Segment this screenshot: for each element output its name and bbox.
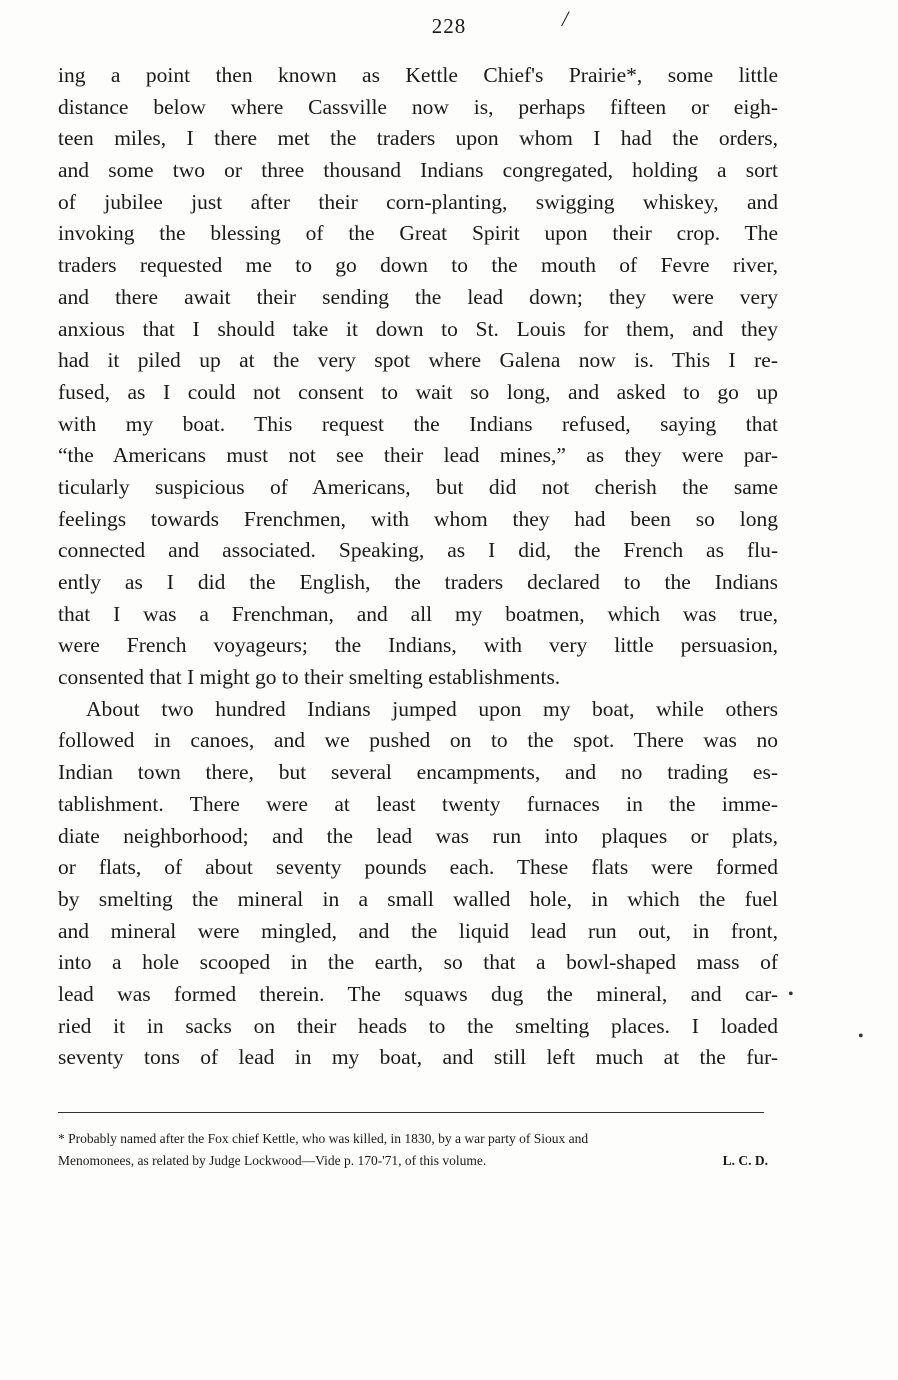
text-line: traders requested me to go down to the mouth of Fevre river, [58, 253, 778, 278]
pencil-mark: / [562, 6, 569, 31]
text-line: lead was formed therein. The squaws dug the mineral, and car- [58, 981, 778, 1006]
text-line: followed in canoes, and we pushed on to the spot. There was no [58, 728, 778, 753]
text-line: into a hole scooped in the earth, so that a bowl-shaped mass of [58, 950, 778, 975]
text-line: connected and associated. Speaking, as I did, the French as flu- [58, 538, 778, 563]
text-line: ing a point then known as Kettle Chief's Prairie*, some little [58, 63, 778, 87]
text-line: “the Americans must not see their lead mines,” as they were par- [58, 443, 778, 468]
text-line: were French voyageurs; the Indians, with very little persuasion, [58, 633, 778, 658]
text-line: About two hundred Indians jumped upon my boat, while others [86, 696, 778, 721]
footnote-rule [58, 1112, 764, 1113]
footnote [58, 1128, 768, 1172]
text-line: distance below where Cassville now is, perhaps fifteen or eigh- [58, 94, 778, 119]
text-line: that I was a Frenchman, and all my boatmen, which was true, [58, 601, 778, 626]
text-line: ticularly suspicious of Americans, but did not cherish the same [58, 474, 778, 499]
text-line: fused, as I could not consent to wait so long, and asked to go up [58, 379, 778, 404]
text-line: teen miles, I there met the traders upon whom I had the orders, [58, 126, 778, 151]
text-line: seventy tons of lead in my boat, and still left much at the fur- [58, 1045, 778, 1070]
text-line: and mineral were mingled, and the liquid lead run out, in front, [58, 918, 778, 943]
text-line: anxious that I should take it down to St. Louis for them, and they [58, 316, 778, 341]
text-line: with my boat. This request the Indians refused, saying that [58, 411, 778, 436]
text-line: ently as I did the English, the traders declared to the Indians [58, 570, 778, 594]
page-number: 228 [431, 14, 467, 38]
text-line: ried it in sacks on their heads to the smelting places. I loaded [58, 1013, 778, 1038]
footnote-line-2 [58, 1150, 768, 1172]
text-line: consented that I might go to their smelting establishments. [58, 665, 561, 690]
text-line: and some two or three thousand Indians congregated, holding a sort [58, 158, 778, 183]
body-text [58, 60, 778, 1074]
text-line: invoking the blessing of the Great Spirit upon their crop. The [58, 221, 778, 246]
text-line: or flats, of about seventy pounds each. These flats were formed [58, 855, 778, 880]
stray-mark: • [788, 986, 794, 1003]
text-line: of jubilee just after their corn-planting, swigging whiskey, and [58, 189, 778, 214]
text-line: and there await their sending the lead down; they were very [58, 284, 778, 309]
text-line: feelings towards Frenchmen, with whom they had been so long [58, 506, 778, 531]
footnote-line-2-text: Menomonees, as related by Judge Lockwood—Vide p. 170-'71, of this volume. [58, 1153, 487, 1168]
text-line: Indian town there, but several encampments, and no trading es- [58, 760, 778, 785]
footnote-initials: L. C. D. [722, 1153, 768, 1168]
text-line: tablishment. There were at least twenty furnaces in the imme- [58, 791, 778, 816]
text-line: diate neighborhood; and the lead was run into plaques or plats, [58, 823, 778, 848]
text-line: had it piled up at the very spot where Galena now is. This I re- [58, 348, 778, 373]
footnote-line-1: * Probably named after the Fox chief Kettle, who was killed, in 1830, by a war party of Sioux and [58, 1131, 589, 1146]
text-line: by smelting the mineral in a small walled hole, in which the fuel [58, 886, 778, 911]
stray-mark: • [858, 1028, 864, 1045]
